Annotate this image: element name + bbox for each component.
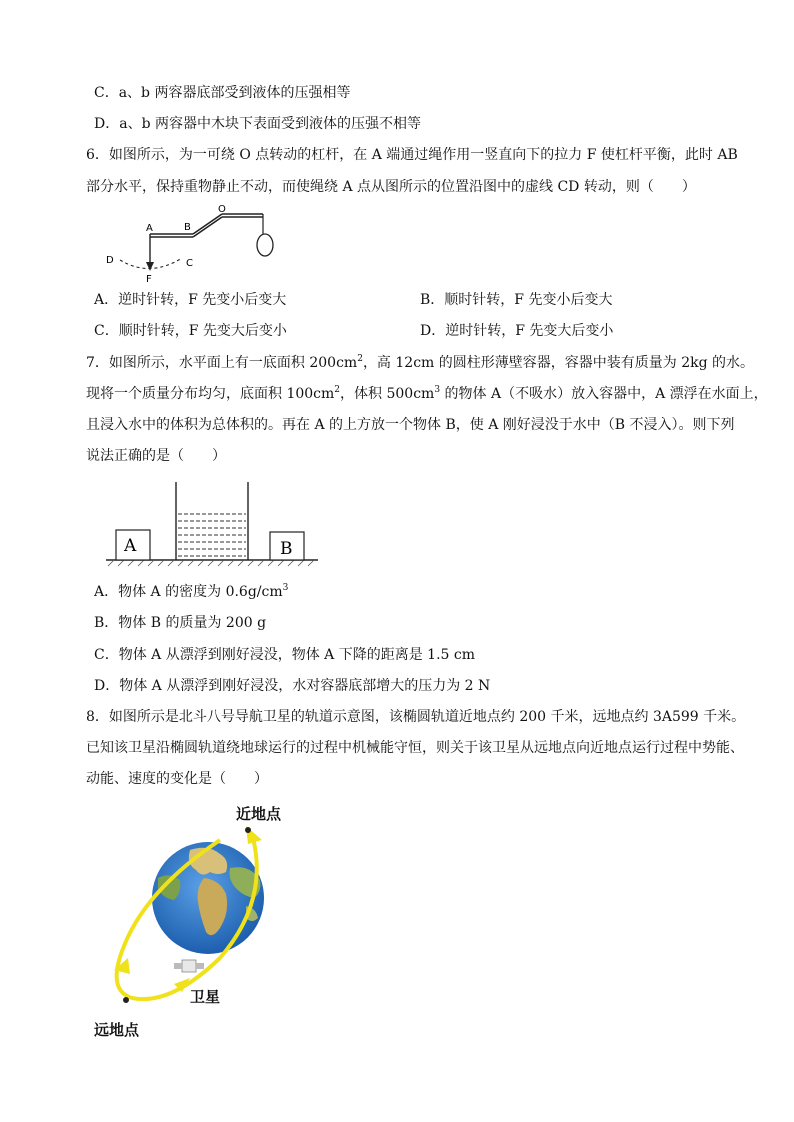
q6-stem-line1: 6．如图所示，为一可绕 O 点转动的杠杆，在 A 端通过绳作用一竖直向下的拉力 F 使杠杆平衡，此时 AB xyxy=(86,147,738,163)
q6-stem-line2: 部分水平，保持重物静止不动，而使绳绕 A 点从图所示的位置沿图中的虚线 CD 转动，则（ ） xyxy=(86,179,696,195)
perigee-point xyxy=(245,827,251,833)
apogee-label: 远地点 xyxy=(94,1021,140,1039)
satellite-label: 卫星 xyxy=(190,988,221,1006)
lever-diagram xyxy=(100,200,290,290)
ground-hatching xyxy=(108,560,314,566)
container-diagram xyxy=(104,478,320,570)
label-a: A xyxy=(146,223,153,234)
q7-option-d: D．物体 A 从漂浮到刚好浸没，水对容器底部增大的压力为 2 N xyxy=(94,678,491,694)
water-level-lines xyxy=(178,514,246,556)
q7-stem-line4: 说法正确的是（ ） xyxy=(86,448,226,464)
q5-option-d: D．a、b 两容器中木块下表面受到液体的压强不相等 xyxy=(94,116,421,132)
q6-option-d: D．逆时针转，F 先变大后变小 xyxy=(420,323,614,339)
q7-stem-line3: 且浸入水中的体积为总体积的。再在 A 的上方放一个物体 B，使 A 刚好浸没于水中（B 不浸入）。则下列 xyxy=(86,417,735,433)
label-d: D xyxy=(106,255,114,266)
lever-bar xyxy=(150,214,263,237)
q8-stem-line1: 8．如图所示是北斗八号导航卫星的轨道示意图，该椭圆轨道近地点约 200 千米，远地点约 3A599 千米。 xyxy=(86,709,746,725)
label-f: F xyxy=(146,274,152,285)
q7-option-a: A．物体 A 的密度为 $0.6g/cm^3$ xyxy=(94,583,289,600)
q6-option-b: B．顺时针转，F 先变小后变大 xyxy=(420,292,613,308)
q5-option-c: C．a、b 两容器底部受到液体的压强相等 xyxy=(94,85,351,101)
satellite-icon xyxy=(174,960,204,972)
block-b-label: B xyxy=(280,539,293,559)
q7-stem-line2: 现将一个质量分布均匀，底面积 $100cm^2$，体积 $500cm^3$ 的物体 A（不吸水）放入容器中，A 漂浮在水面上， xyxy=(86,385,768,402)
q6-option-a: A．逆时针转，F 先变小后变大 xyxy=(94,292,287,308)
block-a-label: A xyxy=(124,536,137,556)
q6-option-c: C．顺时针转，F 先变大后变小 xyxy=(94,323,287,339)
perigee-label: 近地点 xyxy=(236,805,282,823)
apogee-point xyxy=(123,997,129,1003)
q7-stem-line1: 7．如图所示，水平面上有一底面积 $200cm^2$，高 12cm 的圆柱形薄壁容器，容器中装有质量为 2kg 的水。 xyxy=(86,354,755,371)
q8-stem-line2: 已知该卫星沿椭圆轨道绕地球运行的过程中机械能守恒，则关于该卫星从远地点向近地点运行过程中势能、 xyxy=(86,740,744,756)
label-o: O xyxy=(218,204,226,215)
hanging-weight xyxy=(257,234,273,256)
label-c: C xyxy=(186,258,193,269)
q7-option-b: B．物体 B 的质量为 200 g xyxy=(94,615,267,631)
q7-option-c: C．物体 A 从漂浮到刚好浸没，物体 A 下降的距离是 1.5 cm xyxy=(94,647,476,663)
force-arrowhead xyxy=(146,262,154,271)
label-b: B xyxy=(184,222,191,233)
q8-stem-line3: 动能、速度的变化是（ ） xyxy=(86,771,268,787)
